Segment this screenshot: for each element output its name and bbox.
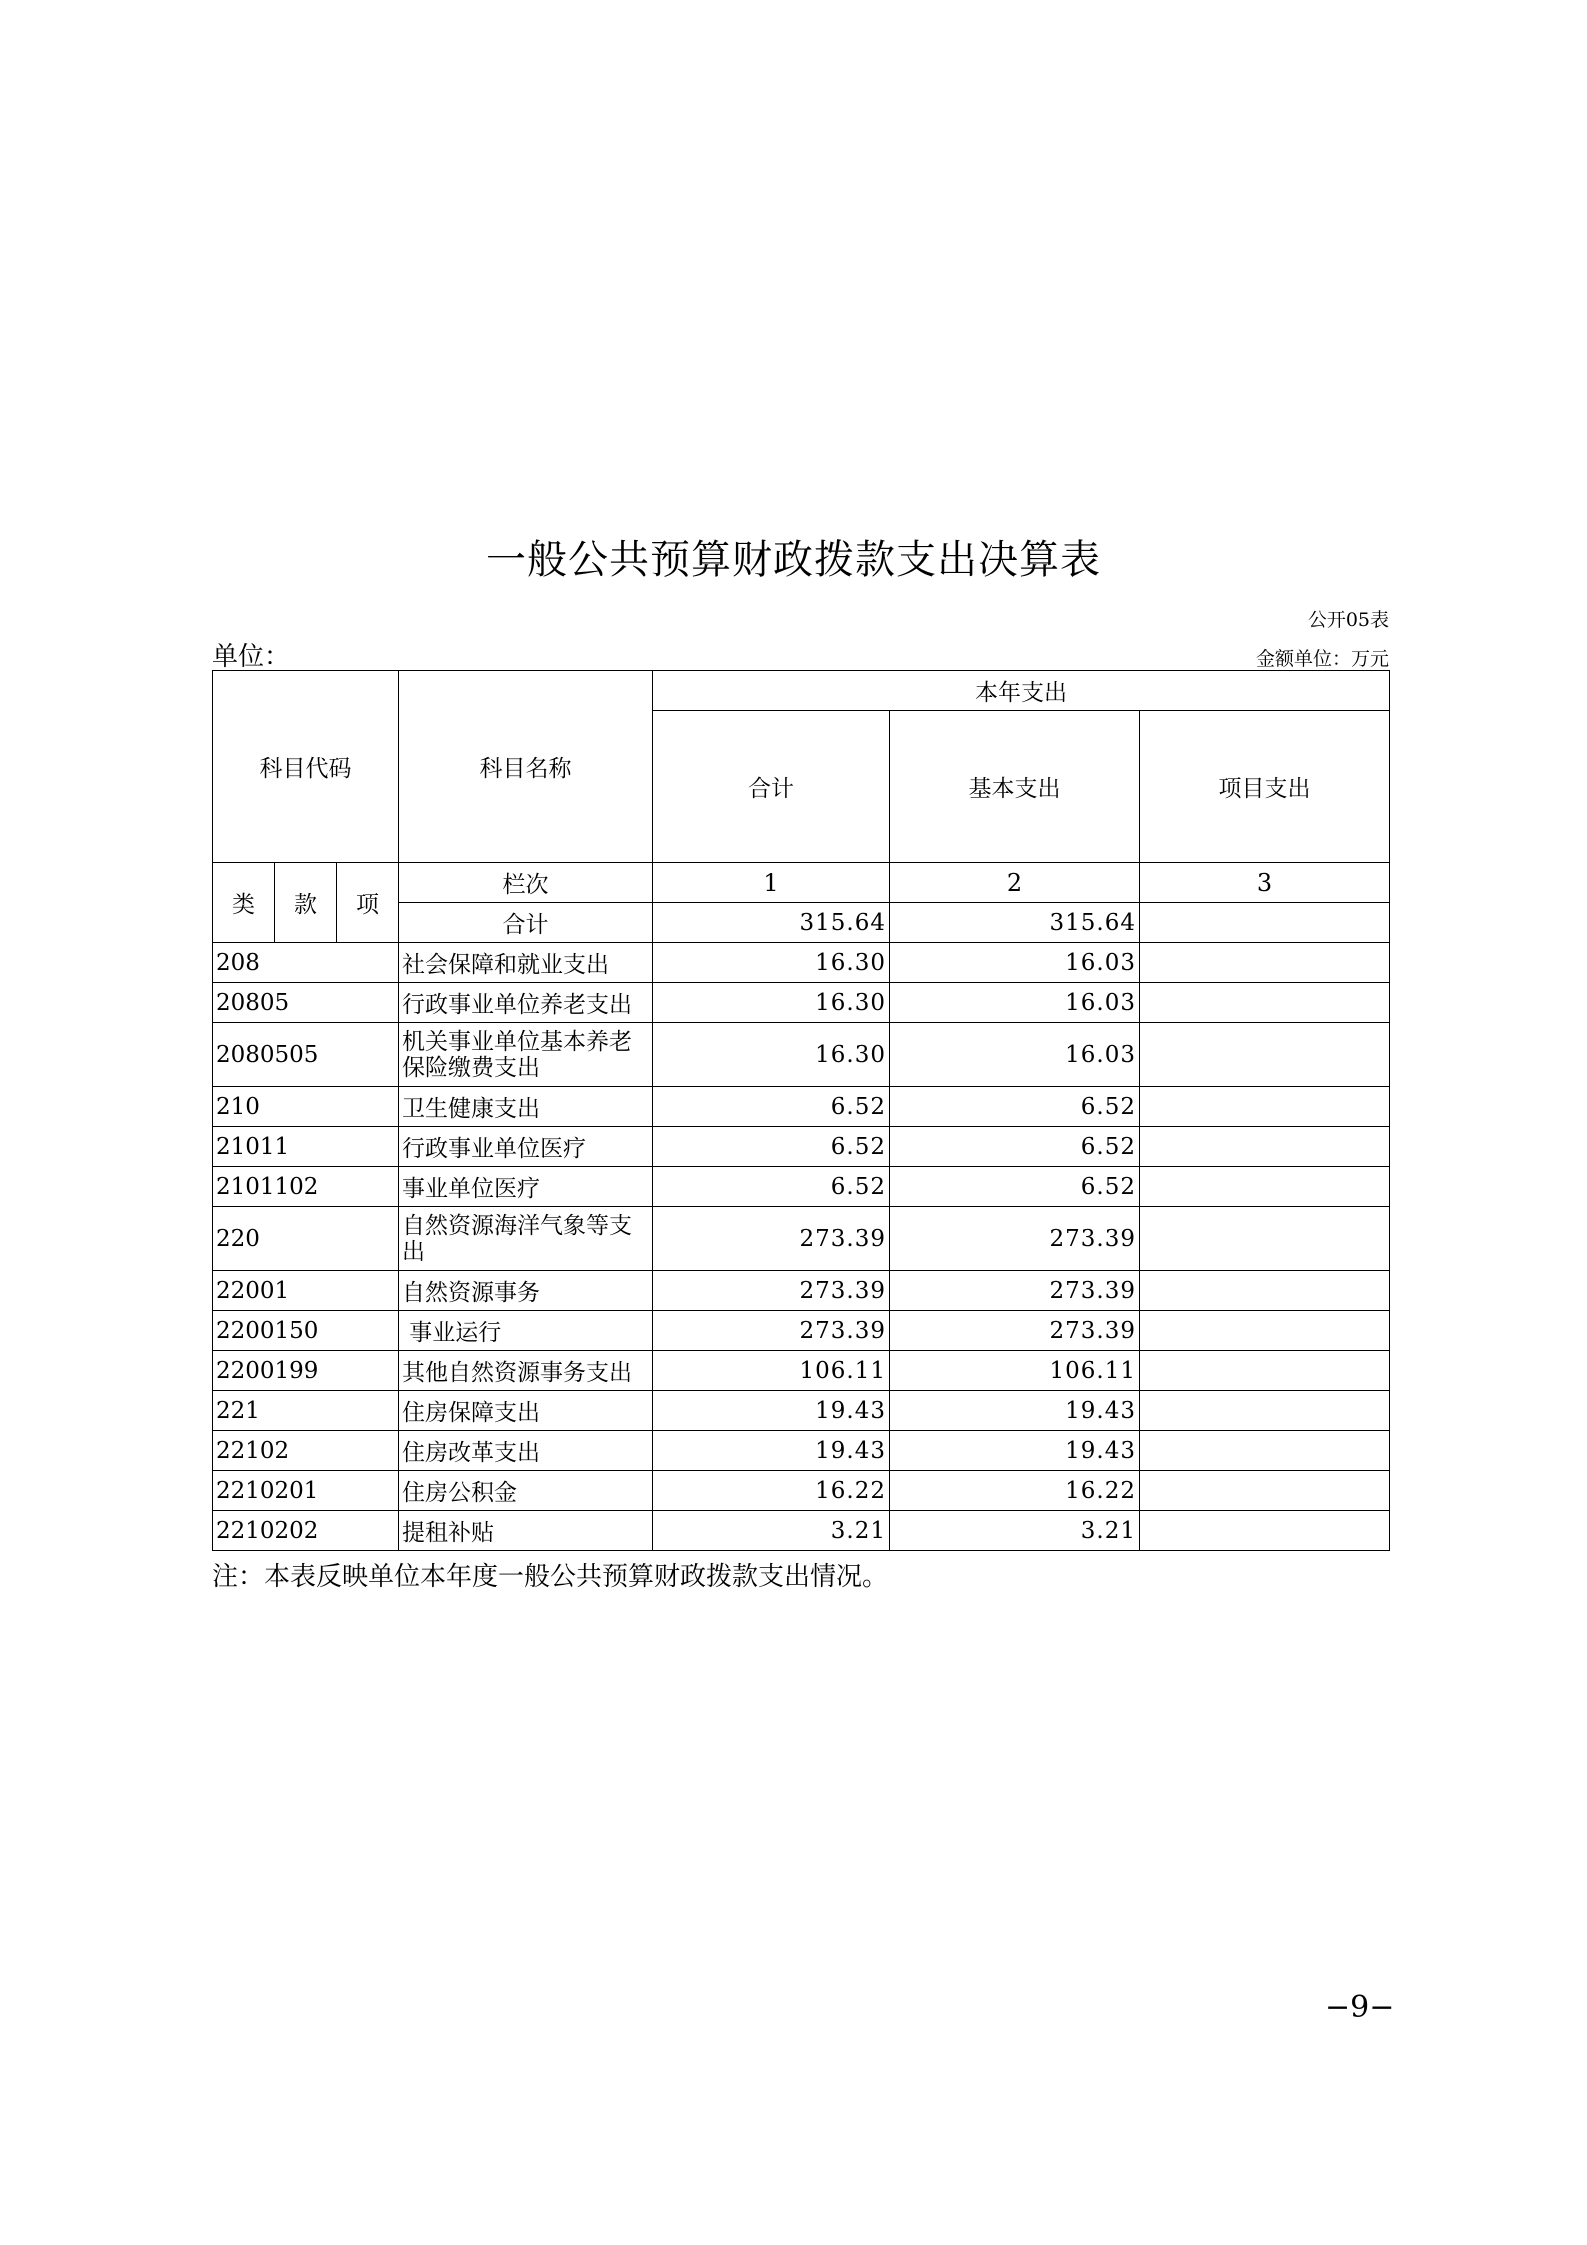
- table-row: [213, 1207, 1390, 1271]
- header-subject-code: 科目代码: [213, 671, 399, 863]
- row-basic: 16.03: [890, 943, 1140, 983]
- row-basic: 16.03: [890, 983, 1140, 1023]
- header-total: 合计: [653, 711, 890, 863]
- row-subject-code: 2080505: [213, 1023, 399, 1087]
- row-total: 6.52: [653, 1167, 890, 1207]
- row-total: 16.22: [653, 1471, 890, 1511]
- row-subject-name: 社会保障和就业支出: [399, 943, 653, 983]
- page-title: 一般公共预算财政拨款支出决算表: [486, 537, 1101, 583]
- row-subject-code: 22102: [213, 1431, 399, 1471]
- row-project: [1140, 983, 1390, 1023]
- table-note: 注：本表反映单位本年度一般公共预算财政拨款支出情况。: [212, 1562, 889, 1592]
- row-subject-name: 住房公积金: [399, 1471, 653, 1511]
- row-subject-code: 20805: [213, 983, 399, 1023]
- row-project: [1140, 1511, 1390, 1551]
- row-total: 273.39: [653, 1311, 890, 1351]
- amount-unit: 金额单位：万元: [1255, 648, 1389, 670]
- table-row: [213, 1311, 1390, 1351]
- row-subject-code: 208: [213, 943, 399, 983]
- row-subject-code: 2210202: [213, 1511, 399, 1551]
- row-project: [1140, 943, 1390, 983]
- row-basic: 6.52: [890, 1167, 1140, 1207]
- column-index-label: 栏次: [399, 863, 653, 903]
- total-row-project: [1140, 903, 1390, 943]
- unit-label: 单位：: [212, 642, 291, 672]
- table-row: [213, 983, 1390, 1023]
- header-project: 项目支出: [1140, 711, 1390, 863]
- row-total: 3.21: [653, 1511, 890, 1551]
- row-basic: 19.43: [890, 1391, 1140, 1431]
- row-subject-code: 221: [213, 1391, 399, 1431]
- row-basic: 6.52: [890, 1127, 1140, 1167]
- column-index-2: 2: [890, 863, 1140, 903]
- table-row: [213, 1087, 1390, 1127]
- row-total: 106.11: [653, 1351, 890, 1391]
- row-basic: 19.43: [890, 1431, 1140, 1471]
- row-project: [1140, 1311, 1390, 1351]
- row-subject-name: 住房改革支出: [399, 1431, 653, 1471]
- row-project: [1140, 1127, 1390, 1167]
- total-row-total: 315.64: [653, 903, 890, 943]
- row-total: 16.30: [653, 943, 890, 983]
- row-subject-name: 行政事业单位医疗: [399, 1127, 653, 1167]
- row-subject-code: 2210201: [213, 1471, 399, 1511]
- row-project: [1140, 1431, 1390, 1471]
- row-basic: 273.39: [890, 1271, 1140, 1311]
- row-basic: 273.39: [890, 1311, 1140, 1351]
- page-number: −9−: [1325, 1990, 1395, 2025]
- row-basic: 16.22: [890, 1471, 1140, 1511]
- row-subject-name: 事业运行: [399, 1311, 653, 1351]
- column-index-1: 1: [653, 863, 890, 903]
- row-basic: 6.52: [890, 1087, 1140, 1127]
- header-section: 款: [275, 863, 337, 943]
- row-basic: 273.39: [890, 1207, 1140, 1271]
- row-project: [1140, 1391, 1390, 1431]
- row-basic: 106.11: [890, 1351, 1140, 1391]
- table-row: [213, 943, 1390, 983]
- table-row: [213, 1431, 1390, 1471]
- row-subject-name: 住房保障支出: [399, 1391, 653, 1431]
- row-project: [1140, 1167, 1390, 1207]
- row-total: 273.39: [653, 1207, 890, 1271]
- row-subject-name: 事业单位医疗: [399, 1167, 653, 1207]
- header-item: 项: [337, 863, 399, 943]
- row-project: [1140, 1271, 1390, 1311]
- header-row-1: [213, 671, 1390, 711]
- row-subject-name: 其他自然资源事务支出: [399, 1351, 653, 1391]
- expenditure-table: [212, 670, 1390, 1551]
- form-id: 公开05表: [1307, 609, 1389, 631]
- table-row: [213, 1511, 1390, 1551]
- row-subject-code: 2200199: [213, 1351, 399, 1391]
- row-total: 19.43: [653, 1431, 890, 1471]
- row-total: 16.30: [653, 983, 890, 1023]
- table-row: [213, 1167, 1390, 1207]
- row-total: 273.39: [653, 1271, 890, 1311]
- row-subject-code: 210: [213, 1087, 399, 1127]
- row-subject-name: 自然资源海洋气象等支出: [399, 1207, 653, 1271]
- table-row: [213, 1127, 1390, 1167]
- row-total: 16.30: [653, 1023, 890, 1087]
- row-total: 6.52: [653, 1127, 890, 1167]
- table-row: [213, 1471, 1390, 1511]
- row-subject-name: 提租补贴: [399, 1511, 653, 1551]
- row-project: [1140, 1471, 1390, 1511]
- column-index-3: 3: [1140, 863, 1390, 903]
- header-subject-name: 科目名称: [399, 671, 653, 863]
- row-total: 19.43: [653, 1391, 890, 1431]
- row-subject-code: 22001: [213, 1271, 399, 1311]
- row-subject-code: 2200150: [213, 1311, 399, 1351]
- row-subject-code: 220: [213, 1207, 399, 1271]
- table-row: [213, 1391, 1390, 1431]
- row-total: 6.52: [653, 1087, 890, 1127]
- row-project: [1140, 1023, 1390, 1087]
- row-subject-code: 2101102: [213, 1167, 399, 1207]
- table-row: [213, 1023, 1390, 1087]
- header-current-year: 本年支出: [653, 671, 1390, 711]
- row-project: [1140, 1087, 1390, 1127]
- table-row: [213, 1351, 1390, 1391]
- header-basic: 基本支出: [890, 711, 1140, 863]
- table-row: [213, 1271, 1390, 1311]
- row-project: [1140, 1207, 1390, 1271]
- total-row-basic: 315.64: [890, 903, 1140, 943]
- row-subject-name: 自然资源事务: [399, 1271, 653, 1311]
- row-subject-name: 行政事业单位养老支出: [399, 983, 653, 1023]
- header-class: 类: [213, 863, 275, 943]
- row-subject-name: 机关事业单位基本养老保险缴费支出: [399, 1023, 653, 1087]
- row-subject-name: 卫生健康支出: [399, 1087, 653, 1127]
- row-project: [1140, 1351, 1390, 1391]
- row-basic: 16.03: [890, 1023, 1140, 1087]
- row-subject-code: 21011: [213, 1127, 399, 1167]
- column-index-row: [213, 863, 1390, 903]
- total-row-label: 合计: [399, 903, 653, 943]
- row-basic: 3.21: [890, 1511, 1140, 1551]
